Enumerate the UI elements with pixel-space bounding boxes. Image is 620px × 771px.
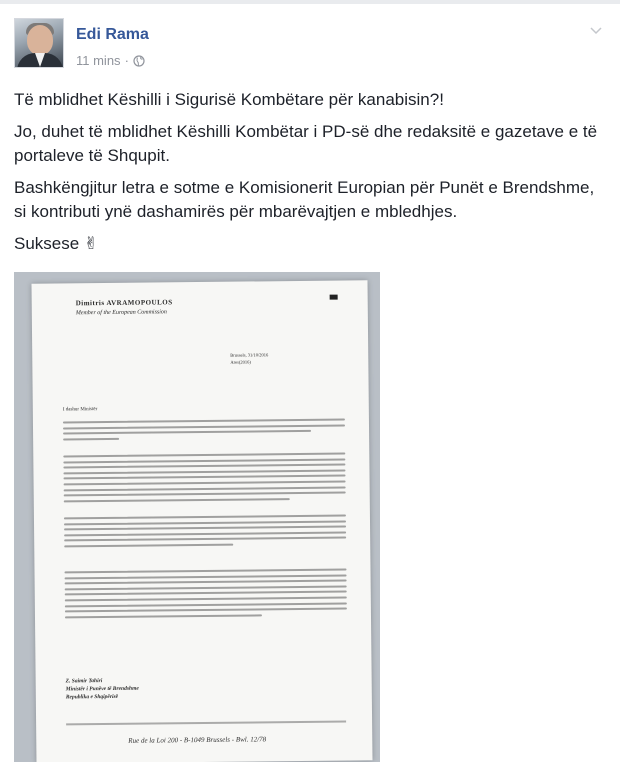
letter-paragraph-1: [63, 418, 345, 443]
avatar-face: [27, 25, 53, 55]
letter-sender-name: Dimitris AVRAMOPOULOS: [75, 298, 173, 308]
post-photo[interactable]: [14, 272, 380, 762]
letter-paragraph-3: [64, 514, 346, 551]
signatory-country: Republika e Shqipërisë: [65, 693, 119, 701]
signatory-title: Ministër i Punëve të Brendshme: [65, 685, 139, 693]
chevron-down-icon[interactable]: [588, 22, 604, 38]
letterhead-mark: [330, 295, 338, 300]
post-paragraph-1: Të mblidhet Këshilli i Sigurisë Kombëtare për kanabisin?!: [14, 90, 444, 109]
post-timestamp[interactable]: 11 mins: [76, 53, 121, 68]
letter-bottom-line: [66, 721, 346, 726]
post-paragraph-4: Suksese ✌: [14, 234, 99, 253]
letter-place-date: [230, 351, 268, 365]
letter-signatory: [66, 677, 139, 702]
post-paragraph-2: Jo, duhet të mblidhet Këshilli Kombëtar i PD-së dhe redaksitë e gazetave e të portaleve të Shqupit.: [14, 122, 598, 165]
meta-separator: ·: [124, 53, 129, 68]
author-avatar[interactable]: [14, 18, 64, 68]
letter-footer-address: Rue de la Loi 200 - B-1049 Brussels - Bwl. 12/78: [128, 735, 267, 745]
letter-document: [31, 280, 372, 762]
globe-icon[interactable]: [133, 55, 145, 67]
letter-salutation: I dashur Ministër: [62, 407, 98, 413]
author-name[interactable]: Edi Rama: [76, 26, 149, 43]
letter-paragraph-4: [65, 568, 348, 621]
post-paragraph-3: Bashkëngjitur letra e sotme e Komisionerit Europian për Punët e Brendshme, si kontributi ynë dashamirës për mbarëvajtjen e mbledhjes.: [14, 178, 595, 221]
letter-date: Brussels, 31/10/2016: [230, 352, 269, 358]
post-text: [14, 88, 610, 264]
post-meta: [76, 53, 145, 68]
post-header: [14, 18, 604, 70]
letter-reference: Ares(2016): [230, 359, 251, 365]
letter-sender-title: Member of the European Commission: [75, 309, 167, 317]
letter-paragraph-2: [63, 452, 346, 505]
signatory-name: Z. Saimir Tahiri: [65, 678, 103, 685]
